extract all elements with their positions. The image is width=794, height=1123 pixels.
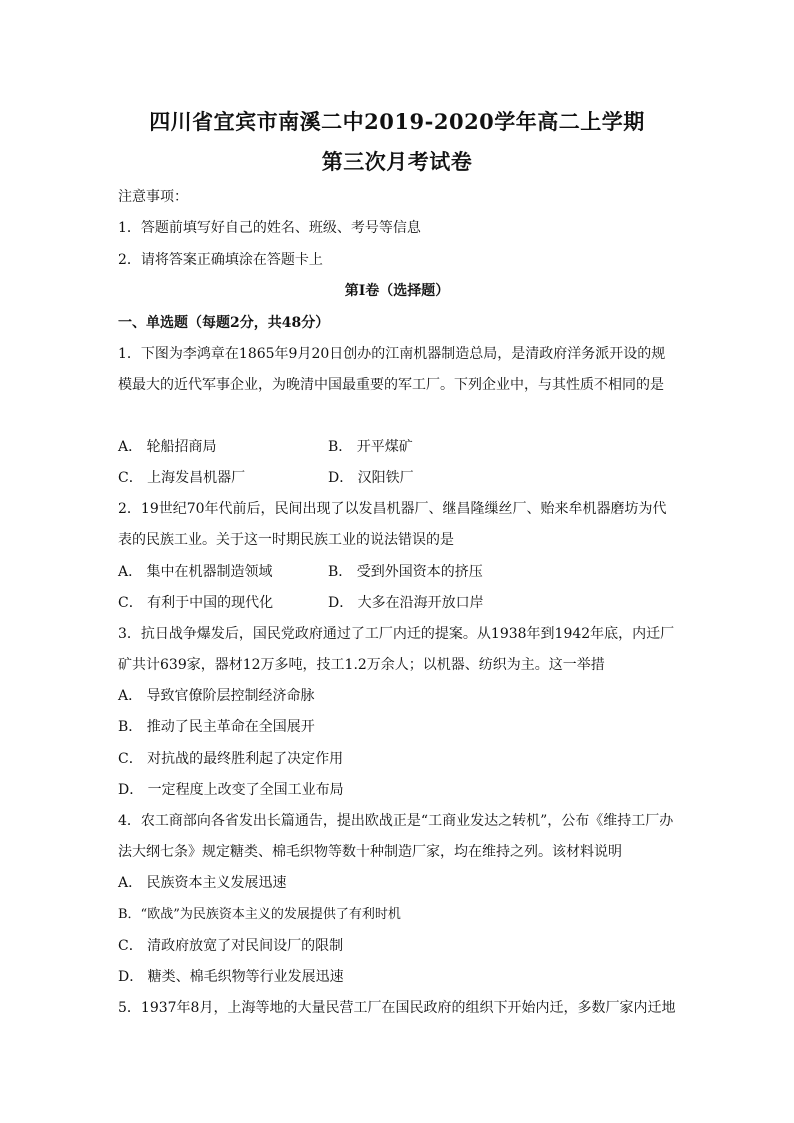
question-3-option-b: B． 推动了民主革命在全国展开 [118,719,315,735]
question-1-stem-line2: 模最大的近代军事企业，为晚清中国最重要的军工厂。下列企业中，与其性质不相同的是 [118,377,664,393]
part-heading: 一、单选题（每题2分，共48分） [118,315,330,331]
question-1-option-a: A． 轮船招商局 [118,439,217,455]
question-2-option-d: D． 大多在沿海开放口岸 [328,595,484,611]
question-4-stem-line1: 4．农工商部向各省发出长篇通告，提出欧战正是“工商业发达之转机”，公布《维持工厂办 [118,813,674,829]
question-3-option-a: A． 导致官僚阶层控制经济命脉 [118,688,315,704]
question-3-option-c: C． 对抗战的最终胜利起了决定作用 [118,751,344,767]
question-2-option-c: C． 有利于中国的现代化 [118,595,274,611]
question-4-stem-line2: 法大纲七条》规定糖类、棉毛织物等数十种制造厂家，均在维持之列。该材料说明 [118,844,622,860]
notice-heading: 注意事项： [118,189,188,205]
question-4-option-d: D． 糖类、棉毛织物等行业发展迅速 [118,969,344,985]
exam-title-line1: 四川省宜宾市南溪二中2019-2020学年高二上学期 [149,109,645,134]
question-2-option-a: A． 集中在机器制造领域 [118,564,273,580]
question-5-stem-line1: 5．1937年8月，上海等地的大量民营工厂在国民政府的组织下开始内迁，多数厂家内迁地 [118,1000,676,1016]
question-2-stem-line2: 表的民族工业。关于这一时期民族工业的说法错误的是 [118,532,454,548]
question-4-option-a: A． 民族资本主义发展迅速 [118,875,287,891]
question-1-option-c: C． 上海发昌机器厂 [118,470,246,486]
question-2-option-b: B． 受到外国资本的挤压 [328,564,483,580]
question-3-stem-line2: 矿共计639家，器材12万多吨，技工1.2万余人；以机器、纺织为主。这一举措 [118,657,605,673]
question-4-option-c: C． 清政府放宽了对民间设厂的限制 [118,938,344,954]
exam-title-line2: 第三次月考试卷 [321,149,473,174]
question-3-stem-line1: 3．抗日战争爆发后，国民党政府通过了工厂内迁的提案。从1938年到1942年底，内迁厂 [118,626,675,642]
notice-item-1: 1．答题前填写好自己的姓名、班级、考号等信息 [118,220,421,236]
question-2-stem-line1: 2．19世纪70年代前后，民间出现了以发昌机器厂、继昌隆缫丝厂、贻来牟机器磨坊为代 [118,501,667,517]
question-4-option-b: B．“欧战”为民族资本主义的发展提供了有利时机 [118,907,401,922]
question-1-option-b: B． 开平煤矿 [328,439,413,455]
volume-heading: 第I卷（选择题） [344,283,450,299]
notice-item-2: 2．请将答案正确填涂在答题卡上 [118,252,323,268]
question-3-option-d: D． 一定程度上改变了全国工业布局 [118,782,344,798]
question-1-option-d: D． 汉阳铁厂 [328,470,414,486]
question-1-stem-line1: 1．下图为李鸿章在1865年9月20日创办的江南机器制造总局，是清政府洋务派开设的规 [118,346,666,362]
